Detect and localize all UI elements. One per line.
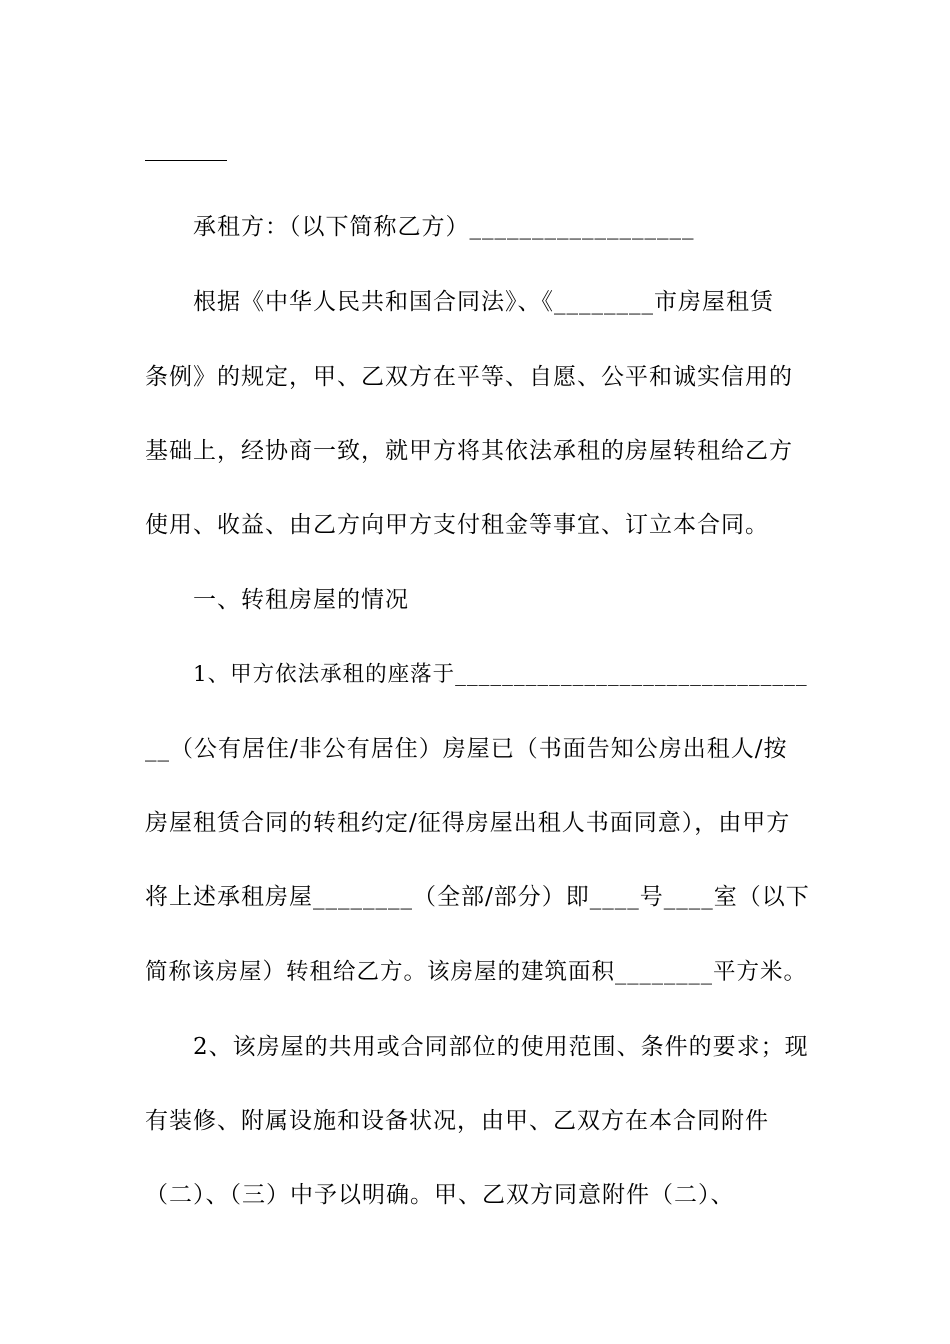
clause-line: 房屋租赁合同的转租约定/征得房屋出租人书面同意），由甲方 bbox=[145, 810, 791, 836]
section-heading: 一、转租房屋的情况 bbox=[193, 587, 409, 613]
clause-line: 有装修、附属设施和设备状况，由甲、乙双方在本合同附件 bbox=[145, 1108, 769, 1134]
paragraph-line: 基础上，经协商一致，就甲方将其依法承租的房屋转租给乙方 bbox=[145, 438, 793, 464]
lessee-line: 承租方：（以下简称乙方）__________________ bbox=[193, 214, 695, 240]
clause-line: 1、甲方依法承租的座落于______________________________ bbox=[193, 662, 808, 687]
blank-underline bbox=[145, 160, 227, 161]
paragraph-line: 条例》的规定，甲、乙双方在平等、自愿、公平和诚实信用的 bbox=[145, 364, 793, 390]
clause-line: 将上述承租房屋________（全部/部分）即____号____室（以下 bbox=[145, 884, 810, 910]
clause-line: __（公有居住/非公有居住）房屋已（书面告知公房出租人/按 bbox=[145, 736, 788, 762]
clause-line: （二）、（三）中予以明确。甲、乙双方同意附件（二）、 bbox=[145, 1182, 735, 1208]
paragraph-line: 根据《中华人民共和国合同法》、《________市房屋租赁 bbox=[193, 289, 774, 315]
clause-line: 2、该房屋的共用或合同部位的使用范围、条件的要求；现 bbox=[193, 1034, 809, 1060]
paragraph-line: 使用、收益、由乙方向甲方支付租金等事宜、订立本合同。 bbox=[145, 512, 769, 538]
clause-line: 简称该房屋）转租给乙方。该房屋的建筑面积________平方米。 bbox=[145, 959, 808, 985]
